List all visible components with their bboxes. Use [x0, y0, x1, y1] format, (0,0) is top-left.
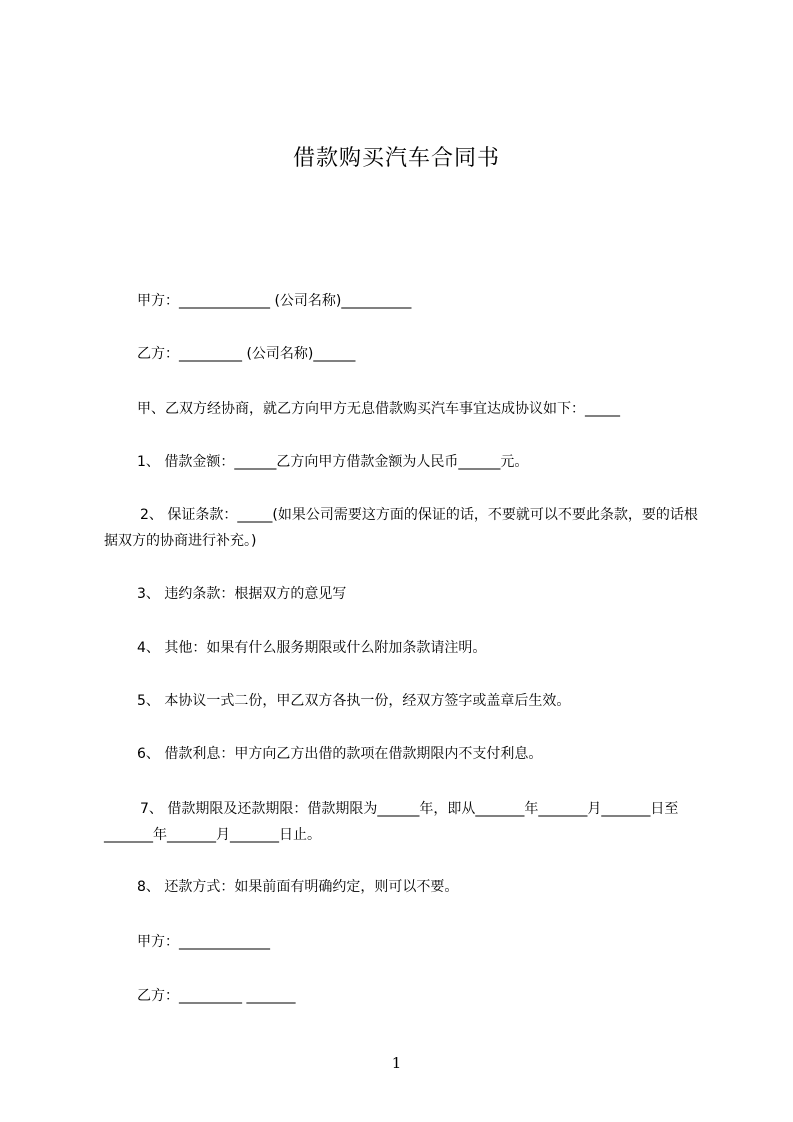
document-title: 借款购买汽车合同书: [292, 146, 500, 171]
signature-party-a: 甲方：_____________: [137, 934, 270, 950]
party-a-line: 甲方：_____________ (公司名称)__________: [137, 293, 412, 309]
clause-8: 8、 还款方式：如果前面有明确约定，则可以不要。: [137, 879, 459, 895]
clause-5: 5、 本协议一式二份，甲乙双方各执一份，经双方签字或盖章后生效。: [137, 693, 571, 709]
clause-1: 1、 借款金额：______乙方向甲方借款金额为人民币______元。: [137, 454, 529, 470]
page-number: 1: [391, 1054, 402, 1072]
clause-3: 3、 违约条款：根据双方的意见写: [137, 586, 347, 602]
clause-7: 7、 借款期限及还款期限：借款期限为______年，即从_______年_______月_______日至_______年_______月_______日止。: [104, 801, 679, 843]
clause-4: 4、 其他：如果有什么服务期限或什么附加条款请注明。: [137, 640, 487, 656]
clause-6: 6、 借款利息：甲方向乙方出借的款项在借款期限内不支付利息。: [137, 746, 543, 762]
intro-paragraph: 甲、乙双方经协商，就乙方向甲方无息借款购买汽车事宜达成协议如下：_____: [137, 401, 620, 417]
signature-party-b: 乙方：_________ _______: [137, 988, 296, 1004]
clause-2: 2、 保证条款：_____(如果公司需要这方面的保证的话，不要就可以不要此条款，要的话根据双方的协商进行补充。): [104, 507, 698, 549]
party-b-line: 乙方：_________ (公司名称)______: [137, 346, 356, 362]
